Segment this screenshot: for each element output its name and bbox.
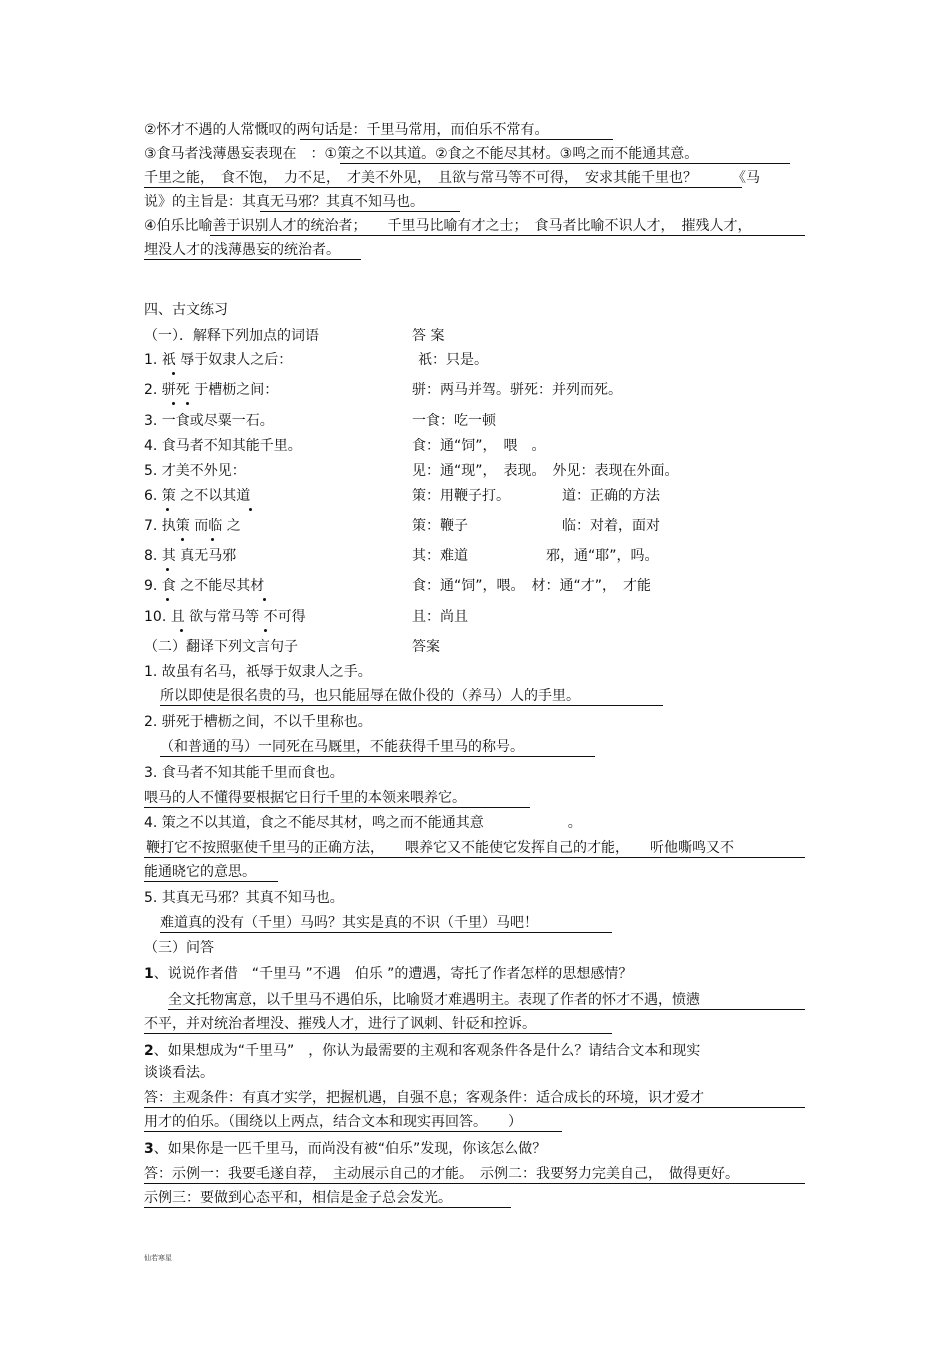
answer-line: 用才的伯乐。（围绕以上两点，结合文本和现实再回答。 ）	[144, 1114, 522, 1130]
question-item: 4. 食马者不知其能千里。	[144, 438, 302, 454]
question-item: 2. 骈死 于槽枥之间：	[144, 382, 279, 398]
answer-item-2: 道：正确的方法	[562, 488, 660, 504]
question-item: 9. 食 之不能尽其材	[144, 578, 265, 594]
text-line: 千里之能， 食不饱， 力不足， 才美不外见， 且欲与常马等不可得， 安求其能千里也？ 《马	[144, 170, 760, 186]
question-item: 1. 祇 辱于奴隶人之后：	[144, 352, 293, 368]
answer-line: 能通晓它的意思。	[144, 864, 256, 880]
answer-item-2: 邪，通“耶”，吗。	[546, 548, 659, 564]
part-heading: （二）翻译下列文言句子	[144, 639, 298, 655]
part-heading: （一）．解释下列加点的词语	[144, 328, 319, 344]
answer-item: 食：通“饲”，喂。 材：通“才”， 才能	[412, 578, 652, 594]
question-item: 2. 骈死于槽枥之间，不以千里称也。	[144, 714, 372, 730]
footer-text: 仙若寒星	[144, 1254, 172, 1262]
question-item: 1、说说作者借 “千里马 ”不遇 伯乐 ”的遭遇，寄托了作者怎样的思想感情？	[144, 966, 633, 982]
question-item: 7. 执策 而临 之	[144, 518, 241, 534]
answer-item: 骈：两马并驾。骈死：并列而死。	[412, 382, 622, 398]
answer-line: 答：主观条件：有真才实学，把握机遇，自强不息；客观条件：适合成长的环境，识才爱才	[144, 1090, 704, 1106]
answer-line: 所以即使是很名贵的马，也只能屈辱在做仆役的（养马）人的手里。	[160, 688, 580, 704]
text-line: ④伯乐比喻善于识别人才的统治者； 千里马比喻有才之士； 食马者比喻不识人才， 摧残人才，	[144, 218, 752, 234]
section-title: 四、古文练习	[144, 302, 228, 318]
answer-item: 其：难道	[412, 548, 468, 564]
text-line: ②怀才不遇的人常慨叹的两句话是：千里马常用，而伯乐不常有。	[144, 122, 549, 138]
part-heading: （三）问答	[144, 940, 214, 956]
answer-header: 答案	[412, 639, 440, 655]
question-item: 5. 其真无马邪？其真不知马也。	[144, 890, 344, 906]
text-line: 埋没人才的浅薄愚妄的统治者。	[144, 242, 340, 258]
answer-item: 见：通“现”， 表现。 外见：表现在外面。	[412, 463, 679, 479]
answer-line: 喂马的人不懂得要根据它日行千里的本领来喂养它。	[144, 790, 466, 806]
question-item: 5. 才美不外见：	[144, 463, 246, 479]
answer-item-2: 临：对着，面对	[562, 518, 660, 534]
answer-item: 食：通“饲”， 喂 。	[412, 438, 546, 454]
question-item: 3. 一食或尽粟一石。	[144, 413, 274, 429]
question-item: 3. 食马者不知其能千里而食也。	[144, 765, 344, 781]
text-line: ③食马者浅薄愚妄表现在 ：①策之不以其道。②食之不能尽其材。③鸣之而不能通其意。	[144, 146, 699, 162]
answer-item: 一食：吃一顿	[412, 413, 496, 429]
question-item: 3、如果你是一匹千里马，而尚没有被“伯乐”发现，你该怎么做？	[144, 1141, 547, 1157]
question-item: 2、如果想成为“千里马” ，你认为最需要的主观和客观条件各是什么？请结合文本和现实	[144, 1043, 701, 1059]
text-line: 说》的主旨是：其真无马邪？其真不知马也。	[144, 194, 424, 210]
question-item: 4. 策之不以其道，食之不能尽其材，鸣之而不能通其意 。	[144, 815, 582, 831]
answer-line: 难道真的没有（千里）马吗？其实是真的不识（千里）马吧！	[160, 915, 538, 931]
answer-item: 策：鞭子	[412, 518, 468, 534]
answer-header: 答 案	[412, 328, 445, 344]
answer-line: 全文托物寓意，以千里马不遇伯乐，比喻贤才难遇明主。表现了作者的怀才不遇，愤懑	[168, 992, 700, 1008]
answer-line: 示例三：要做到心态平和，相信是金子总会发光。	[144, 1190, 452, 1206]
question-item: 6. 策 之不以其道	[144, 488, 251, 504]
answer-item: 策：用鞭子打。	[412, 488, 510, 504]
question-item: 1. 故虽有名马，祇辱于奴隶人之手。	[144, 664, 372, 680]
answer-line: 答：示例一：我要毛遂自荐， 主动展示自己的才能。 示例二：我要努力完美自己， 做得更好。	[144, 1166, 739, 1182]
answer-line: （和普通的马）一同死在马厩里，不能获得千里马的称号。	[160, 739, 524, 755]
answer-line: 鞭打它不按照驱使千里马的正确方法， 喂养它又不能使它发挥自己的才能， 听他嘶鸣又不	[146, 840, 734, 856]
answer-item: 祇：只是。	[418, 352, 488, 368]
question-item: 8. 其 真无马邪	[144, 548, 237, 564]
question-item: 10. 且 欲与常马等 不可得	[144, 609, 306, 625]
answer-item: 且：尚且	[412, 609, 468, 625]
question-item: 谈谈看法。	[144, 1065, 214, 1081]
answer-line: 不平，并对统治者埋没、摧残人才，进行了讽刺、针砭和控诉。	[144, 1016, 536, 1032]
